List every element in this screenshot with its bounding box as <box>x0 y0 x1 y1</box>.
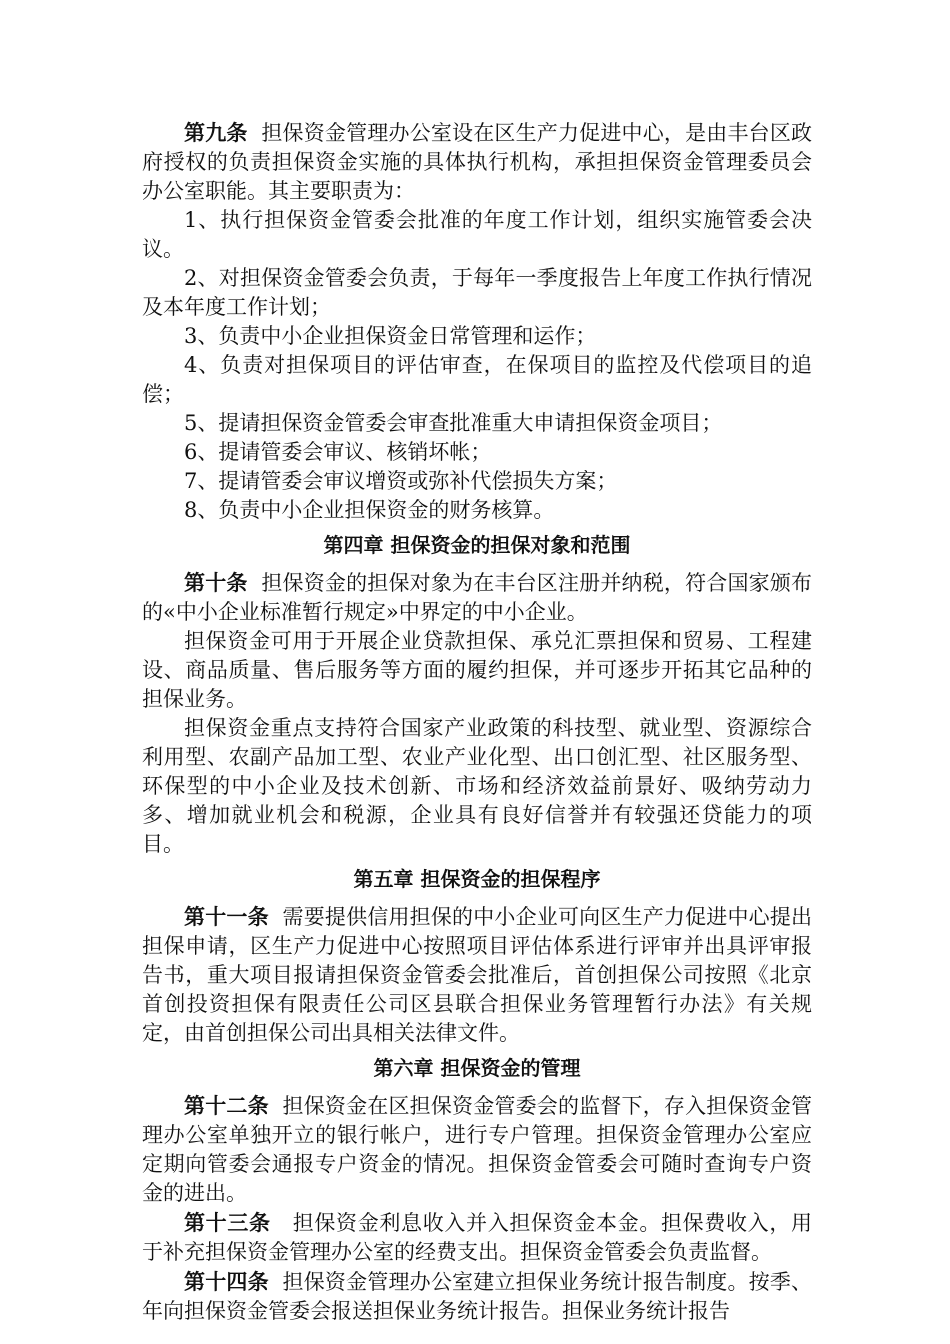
chapter-4-heading: 第四章 担保资金的担保对象和范围 <box>323 533 631 557</box>
article-12-paragraph <box>142 1091 812 1208</box>
article-13-text: 担保资金利息收入并入担保资金本金。担保费收入，用于补充担保资金管理办公室的经费支出。担保资金管委会负责监督。 <box>142 1211 813 1264</box>
article-11-paragraph <box>142 902 812 1048</box>
article-9-label: 第九条 <box>184 120 248 145</box>
article-9-item-8: 8、负责中小企业担保资金的财务核算。 <box>184 498 555 522</box>
article-9-text: 担保资金管理办公室设在区生产力促进中心，是由丰台区政府授权的负责担保资金实施的具体执行机构，承担担保资金管理委员会办公室职能。其主要职责为： <box>142 121 813 203</box>
article-10-paragraph-2: 担保资金可用于开展企业贷款担保、承兑汇票担保和贸易、工程建设、商品质量、售后服务等方面的履约担保，并可逐步开拓其它品种的担保业务。 <box>142 629 812 711</box>
article-12-text: 担保资金在区担保资金管委会的监督下，存入担保资金管理办公室单独开立的银行帐户，进行专户管理。担保资金管理办公室应定期向管委会通报专户资金的情况。担保资金管委会可随时查询专户资金的进出。 <box>142 1094 813 1205</box>
article-10-paragraph <box>142 568 812 627</box>
article-10-paragraph-3: 担保资金重点支持符合国家产业政策的科技型、就业型、资源综合利用型、农副产品加工型、农业产业化型、出口创汇型、社区服务型、环保型的中小企业及技术创新、市场和经济效益前景好、吸纳劳动力多、增加就业机会和税源，企业具有良好信誉并有较强还贷能力的项目。 <box>142 716 812 856</box>
article-9-item-2: 2、对担保资金管委会负责，于每年一季度报告上年度工作执行情况及本年度工作计划； <box>142 266 812 319</box>
chapter-6-heading: 第六章 担保资金的管理 <box>373 1056 581 1080</box>
article-9-item-6: 6、提请管委会审议、核销坏帐； <box>184 440 492 464</box>
article-9-item-3: 3、负责中小企业担保资金日常管理和运作； <box>184 324 597 348</box>
article-12-label: 第十二条 <box>184 1093 269 1118</box>
article-9-paragraph <box>142 118 812 206</box>
article-14-paragraph <box>142 1267 812 1326</box>
article-9-item-7: 7、提请管委会审议增资或弥补代偿损失方案； <box>184 469 618 493</box>
article-11-text: 需要提供信用担保的中小企业可向区生产力促进中心提出担保申请，区生产力促进中心按照项目评估体系进行评审并出具评审报告书，重大项目报请担保资金管委会批准后，首创担保公司按照《北京首创投资担保有限责任公司区县联合担保业务管理暂行办法》有关规定，由首创担保公司出具相关法律文件。 <box>142 905 813 1045</box>
article-9-item-4: 4、负责对担保项目的评估审查，在保项目的监控及代偿项目的追偿； <box>142 353 812 406</box>
chapter-5-heading: 第五章 担保资金的担保程序 <box>353 867 601 891</box>
article-13-paragraph <box>142 1208 812 1267</box>
article-9-item-1: 1、执行担保资金管委会批准的年度工作计划，组织实施管委会决议。 <box>142 208 812 261</box>
article-14-label: 第十四条 <box>184 1269 269 1294</box>
article-11-label: 第十一条 <box>184 904 269 929</box>
article-10-label: 第十条 <box>184 570 248 595</box>
document-page <box>142 118 812 1326</box>
article-10-text: 担保资金的担保对象为在丰台区注册并纳税，符合国家颁布的«中小企业标准暂行规定»中界定的中小企业。 <box>142 571 813 624</box>
article-9-item-5: 5、提请担保资金管委会审查批准重大申请担保资金项目； <box>184 411 723 435</box>
article-13-label: 第十三条 <box>184 1210 271 1235</box>
article-14-text: 担保资金管理办公室建立担保业务统计报告制度。按季、年向担保资金管委会报送担保业务统计报告。担保业务统计报告 <box>142 1270 813 1323</box>
